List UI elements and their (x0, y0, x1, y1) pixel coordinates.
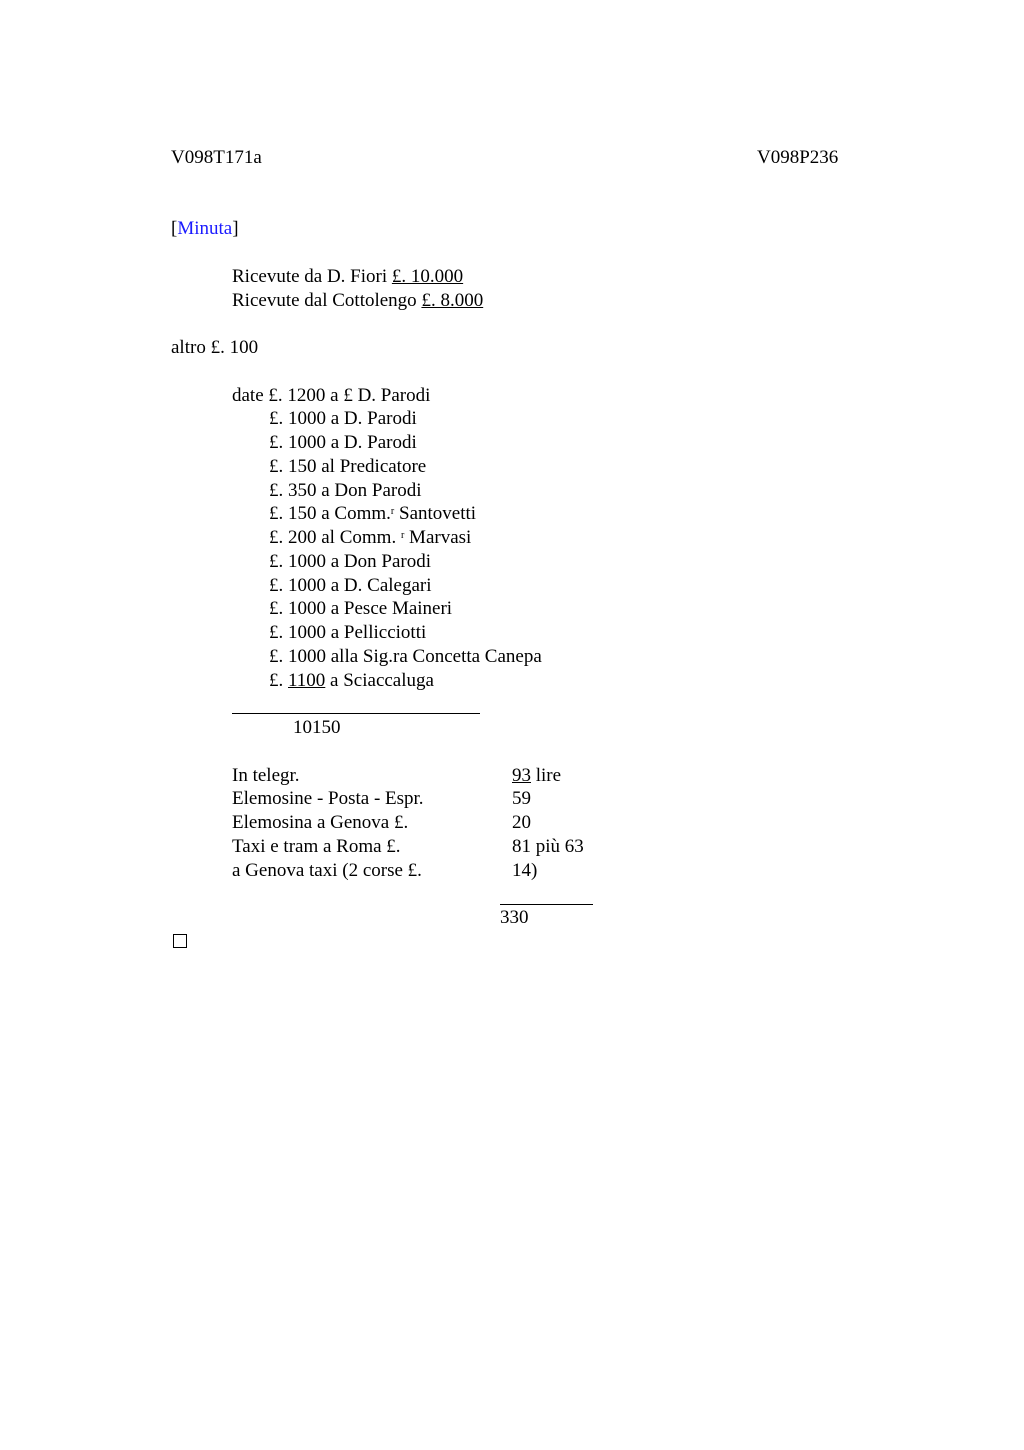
given-comm-name: Marvasi (404, 527, 472, 548)
expense-value: 59 (512, 788, 531, 809)
superscript: r (390, 506, 395, 517)
given-line: £. 1000 a Pellicciotti (269, 622, 427, 643)
given-line: £. 1000 a Don Parodi (269, 551, 432, 572)
received-amount: £. 10.000 (391, 266, 464, 287)
given-last-amount: 1100 (288, 670, 326, 691)
given-line: £. 1000 a D. Parodi (269, 432, 417, 453)
given-comm-text: £. 150 a Comm. (269, 503, 391, 524)
expense-label: Elemosine - Posta - Espr. (232, 788, 424, 809)
extra-line: altro £. 100 (171, 337, 259, 358)
expenses-total-rule (500, 904, 593, 905)
given-line (269, 669, 434, 693)
expense-value: 81 più 63 (512, 836, 584, 857)
given-comm-text: £. 200 al Comm. (269, 527, 401, 548)
given-comm-name: Santovetti (394, 503, 477, 524)
superscript: r (400, 530, 405, 541)
expense-value (512, 764, 561, 788)
given-total: 10150 (293, 717, 341, 738)
given-line: £. 350 a Don Parodi (269, 480, 422, 501)
given-first-line: date £. 1200 a £ D. Parodi (232, 385, 431, 406)
given-line: £. 1000 a D. Calegari (269, 575, 432, 596)
given-line: £. 150 al Predicatore (269, 456, 427, 477)
received-line (232, 289, 483, 313)
expense-value: 14) (512, 860, 538, 881)
document-code-right: V098P236 (757, 147, 839, 168)
expense-unit: lire (531, 765, 562, 786)
minuta-label: Minuta (177, 218, 233, 239)
given-total-rule (232, 713, 480, 714)
expenses-total: 330 (500, 907, 529, 928)
expense-label: Taxi e tram a Roma £. (232, 836, 401, 857)
expense-amount: 93 (512, 765, 531, 786)
expense-label: In telegr. (232, 765, 300, 786)
section-label (171, 217, 239, 241)
given-last-prefix: £. (269, 670, 288, 691)
given-line (269, 526, 471, 550)
expense-label: Elemosina a Genova £. (232, 812, 409, 833)
end-square-icon (173, 934, 187, 948)
received-text: Ricevute dal Cottolengo (232, 290, 422, 311)
given-line: £. 1000 a Pesce Maineri (269, 598, 453, 619)
expense-value: 20 (512, 812, 531, 833)
received-amount: £. 8.000 (421, 290, 484, 311)
received-text: Ricevute da D. Fiori (232, 266, 392, 287)
document-code-left: V098T171a (171, 147, 262, 168)
given-line (269, 502, 476, 526)
given-line: £. 1000 alla Sig.ra Concetta Canepa (269, 646, 542, 667)
expense-label: a Genova taxi (2 corse £. (232, 860, 422, 881)
bracket-close: ] (232, 218, 239, 239)
bracket-open: [ (171, 218, 178, 239)
received-line (232, 265, 463, 289)
given-last-name: a Sciaccaluga (325, 670, 434, 691)
given-line: £. 1000 a D. Parodi (269, 408, 417, 429)
